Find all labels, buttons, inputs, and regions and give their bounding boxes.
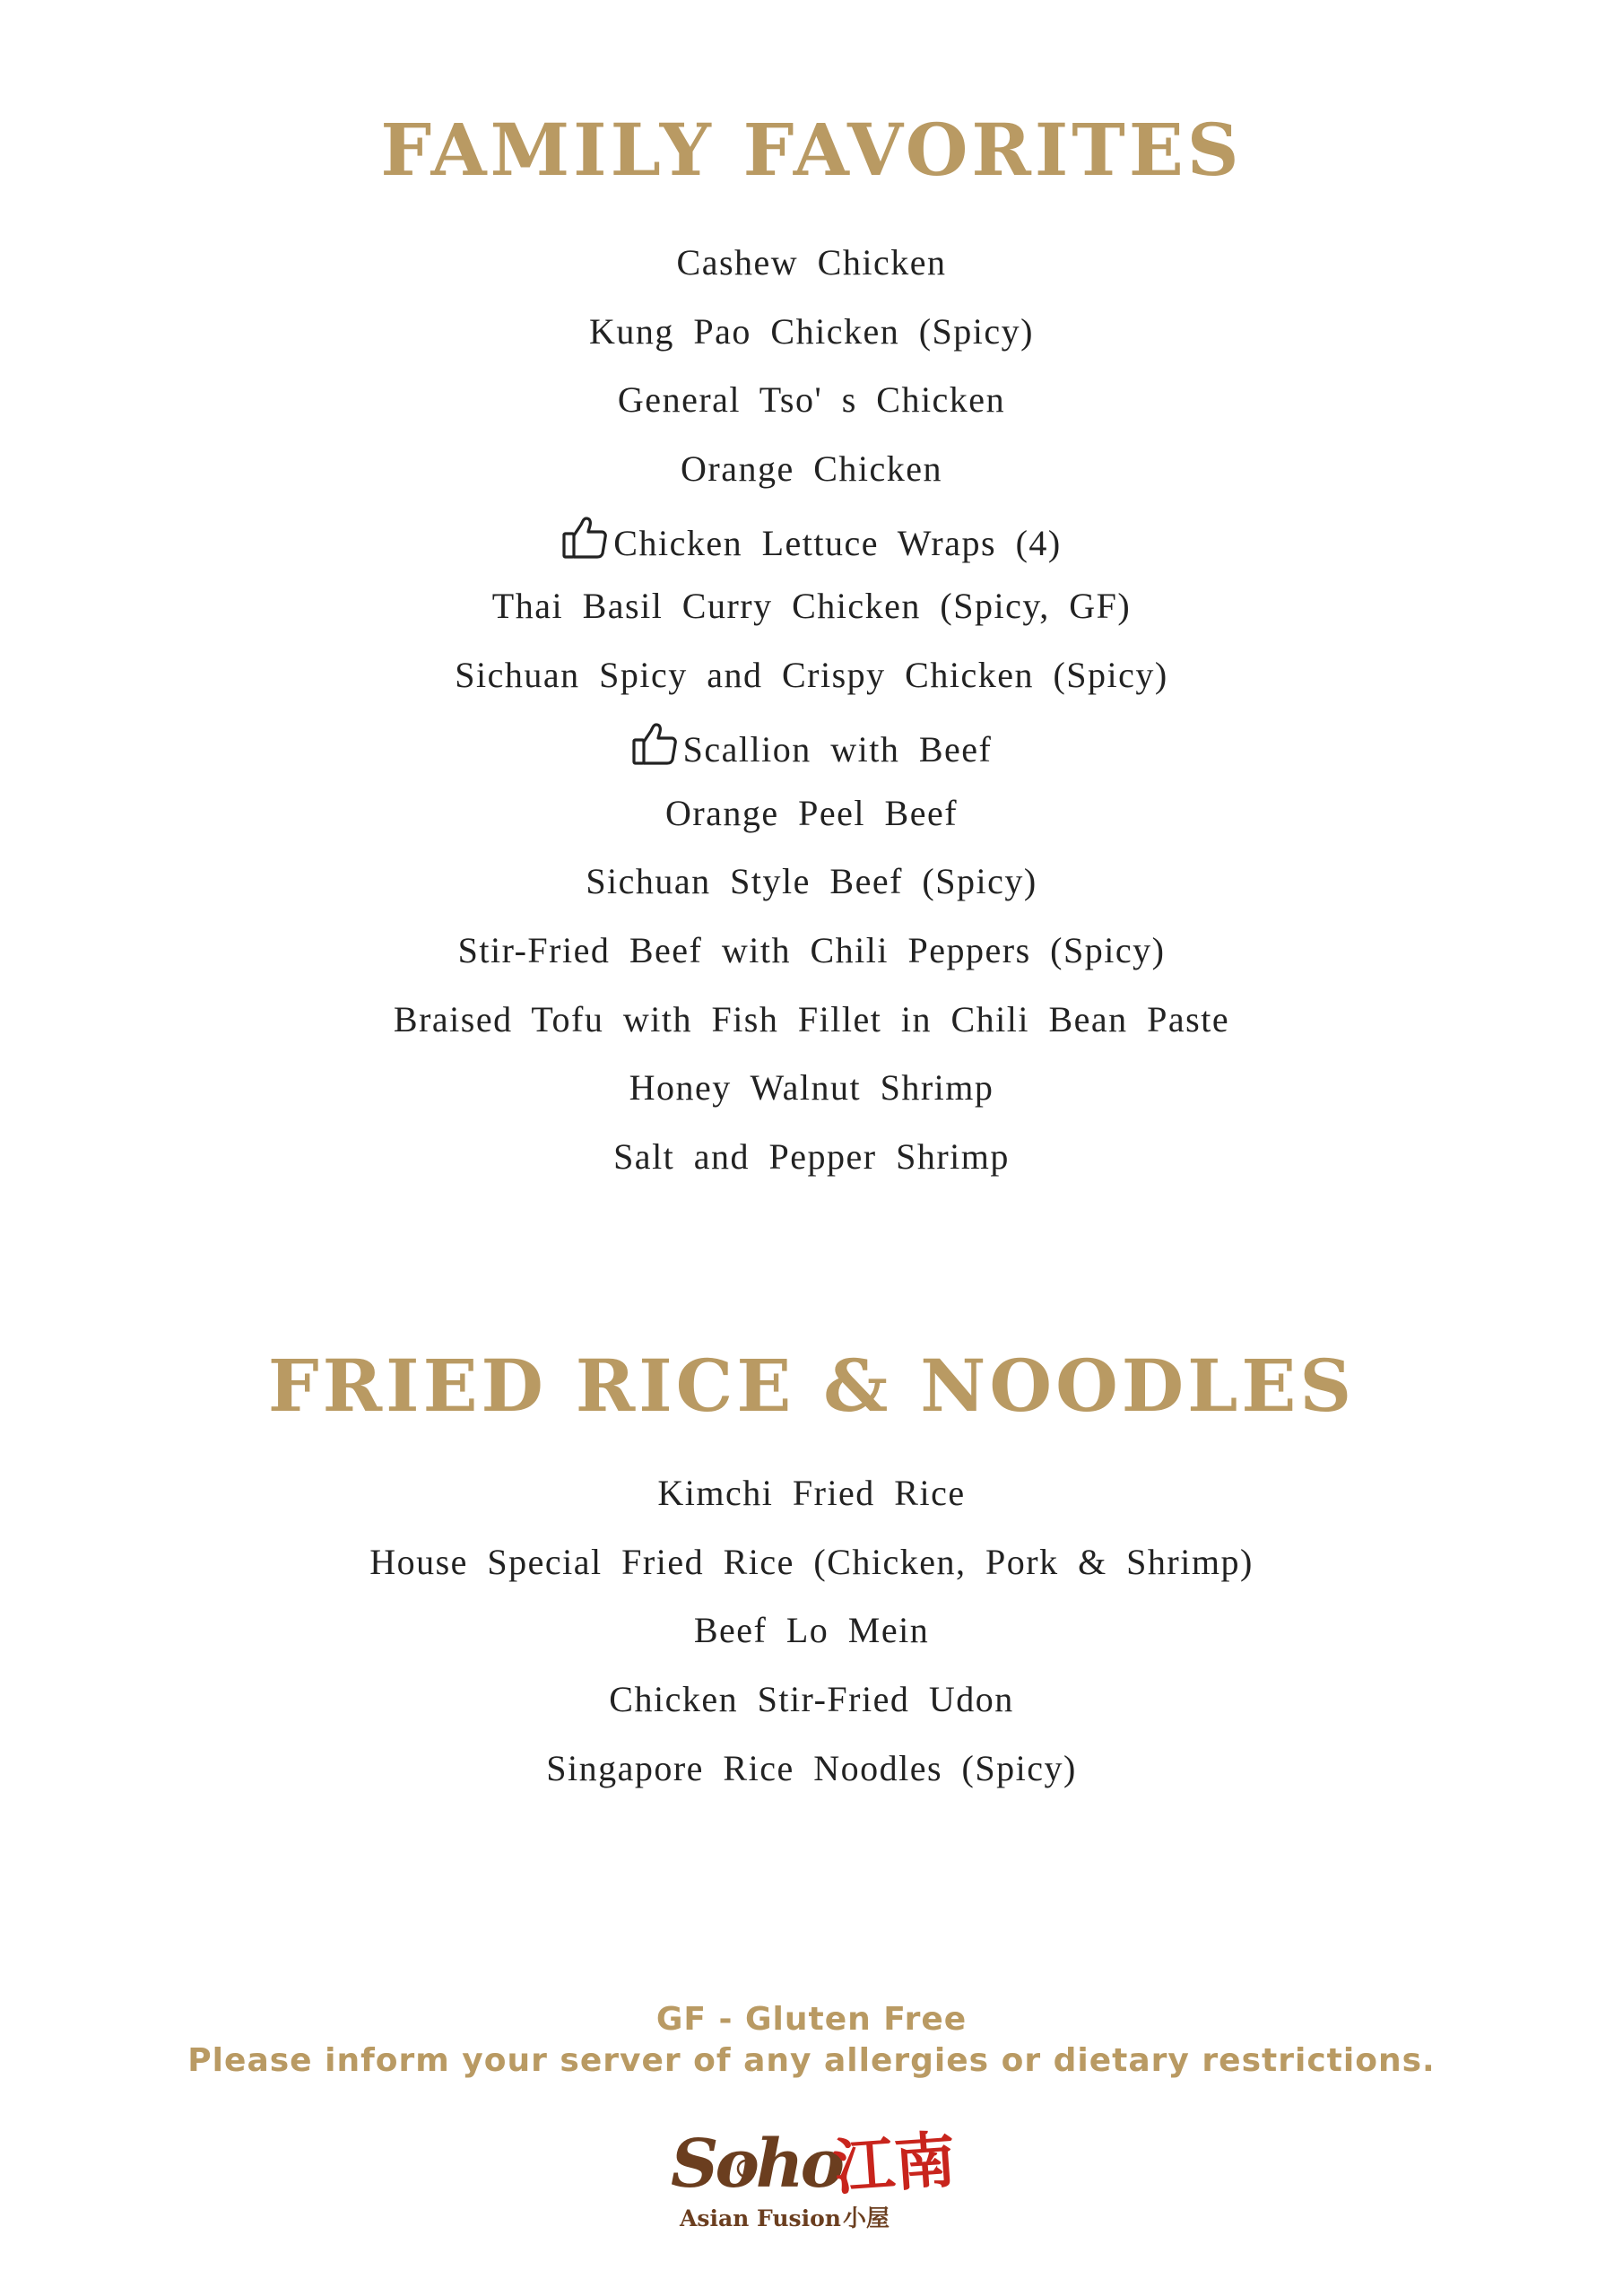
menu-item-label: Stir-Fried Beef with Chili Peppers (Spicy) bbox=[457, 929, 1166, 970]
logo-brand-text: Soho bbox=[671, 2126, 841, 2203]
menu-item bbox=[0, 1065, 1623, 1135]
family-favorites-list bbox=[0, 240, 1623, 1204]
menu-item-label: Orange Peel Beef bbox=[664, 792, 959, 833]
menu-item-label: Braised Tofu with Fish Fillet in Chili Bean Paste bbox=[393, 998, 1230, 1039]
menu-item-label: Kung Pao Chicken (Spicy) bbox=[589, 310, 1034, 352]
fried-rice-noodles-list bbox=[0, 1471, 1623, 1814]
menu-item bbox=[0, 928, 1623, 997]
allergy-note: Please inform your server of any allergies or dietary restrictions. bbox=[187, 2042, 1436, 2079]
menu-item bbox=[0, 653, 1623, 722]
menu-item-label: Sichuan Style Beef (Spicy) bbox=[586, 861, 1037, 902]
thumbs-up-icon bbox=[631, 722, 678, 767]
menu-item-label: Thai Basil Curry Chicken (Spicy, GF) bbox=[491, 586, 1132, 627]
section-title-family-favorites: FAMILY FAVORITES bbox=[380, 108, 1243, 192]
menu-item-label: Honey Walnut Shrimp bbox=[629, 1067, 994, 1109]
logo-chinese-name: 江南 bbox=[831, 2125, 959, 2205]
menu-item bbox=[0, 1471, 1623, 1540]
menu-item-label: Singapore Rice Noodles (Spicy) bbox=[546, 1747, 1077, 1788]
menu-item-label: Beef Lo Mein bbox=[693, 1610, 930, 1651]
menu-item bbox=[0, 859, 1623, 928]
menu-item bbox=[0, 309, 1623, 378]
menu-item bbox=[0, 1135, 1623, 1204]
menu-item-label: General Tso' s Chicken bbox=[617, 379, 1006, 421]
menu-item bbox=[0, 1677, 1623, 1746]
menu-item bbox=[0, 516, 1623, 585]
menu-item-label: Sichuan Spicy and Crispy Chicken (Spicy) bbox=[455, 655, 1168, 696]
menu-item-label: Kimchi Fried Rice bbox=[657, 1473, 966, 1513]
gluten-free-note: GF - Gluten Free bbox=[655, 2001, 968, 2038]
restaurant-logo bbox=[664, 2117, 977, 2233]
menu-item-label: Chicken Stir-Fried Udon bbox=[609, 1679, 1014, 1720]
menu-item bbox=[0, 791, 1623, 860]
menu-item bbox=[0, 447, 1623, 516]
menu-item-label: Scallion with Beef bbox=[682, 728, 993, 770]
menu-item-label: House Special Fried Rice (Chicken, Pork & Shrimp) bbox=[369, 1541, 1254, 1582]
menu-item-label: Orange Chicken bbox=[680, 448, 942, 490]
menu-item bbox=[0, 1746, 1623, 1815]
menu-item bbox=[0, 997, 1623, 1066]
menu-item-label: Salt and Pepper Shrimp bbox=[613, 1135, 1010, 1177]
logo-chinese-suffix: 小屋 bbox=[843, 2205, 890, 2232]
menu-item bbox=[0, 1540, 1623, 1609]
menu-item bbox=[0, 378, 1623, 447]
section-title-fried-rice-noodles: FRIED RICE & NOODLES bbox=[267, 1344, 1356, 1428]
menu-item bbox=[0, 584, 1623, 653]
menu-item bbox=[0, 240, 1623, 309]
menu-item-label: Cashew Chicken bbox=[676, 242, 947, 283]
menu-item bbox=[0, 1608, 1623, 1677]
logo-tagline: Asian Fusion bbox=[680, 2205, 841, 2231]
menu-item-label: Chicken Lettuce Wraps (4) bbox=[613, 522, 1062, 563]
thumbs-up-icon bbox=[561, 516, 608, 561]
menu-item bbox=[0, 722, 1623, 791]
